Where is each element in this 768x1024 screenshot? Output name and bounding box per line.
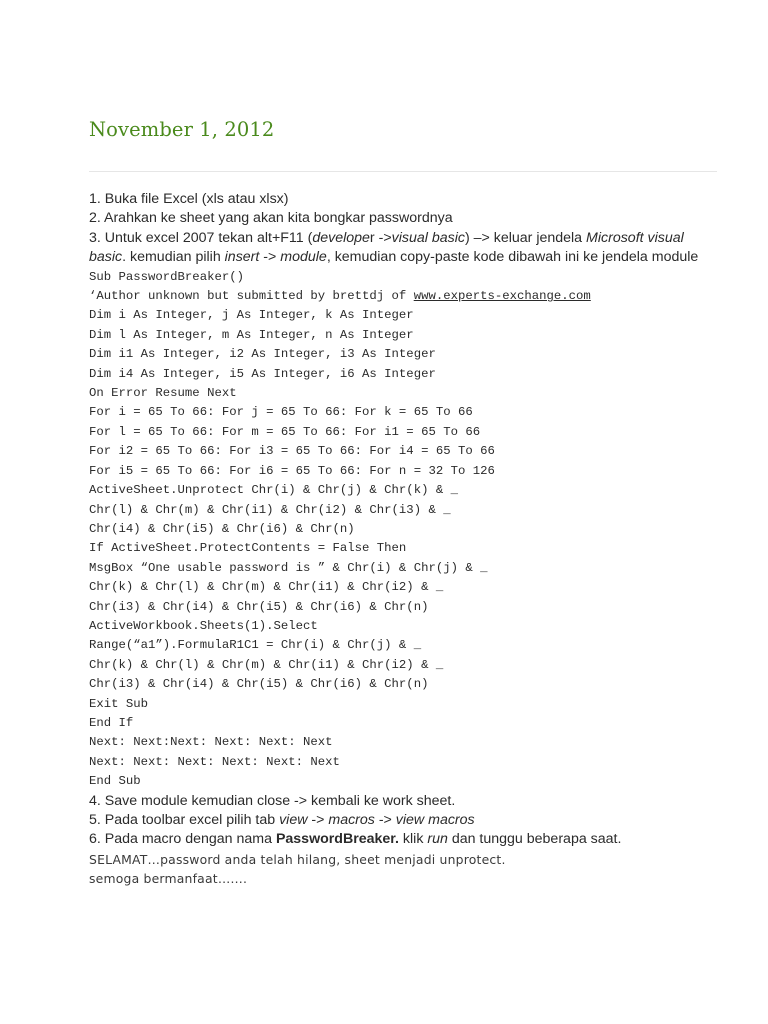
step-3	[89, 229, 704, 268]
code-line: ActiveSheet.Unprotect Chr(i) & Chr(j) & Chr(k) & _	[89, 483, 458, 498]
step-3-microsoft-visual-basic: Microsoft visual basic	[89, 229, 684, 266]
step-5-text: ->	[374, 812, 396, 828]
step-5	[89, 811, 704, 830]
code-line: Chr(i3) & Chr(i4) & Chr(i5) & Chr(i6) & Chr(n)	[89, 677, 429, 692]
step-6-text: klik	[398, 831, 428, 848]
step-5-text: ->	[307, 812, 329, 828]
code-line: ActiveWorkbook.Sheets(1).Select	[89, 618, 318, 633]
step-5-view-macros: view macros	[395, 812, 475, 828]
code-line: Range(“a1”).FormulaR1C1 = Chr(i) & Chr(j) & _	[89, 638, 422, 653]
code-line: Dim i4 As Integer, i5 As Integer, i6 As Integer	[89, 366, 436, 381]
step-3-text: r ->	[369, 229, 392, 246]
step-3-insert: insert	[224, 249, 260, 266]
code-line: End Sub	[89, 774, 141, 789]
code-line: Chr(k) & Chr(l) & Chr(m) & Chr(i1) & Chr(i2) & _	[89, 580, 444, 595]
closing-wish: semoga bermanfaat…….	[89, 871, 248, 887]
code-line: MsgBox “One usable password is ” & Chr(i) & Chr(j) & _	[89, 560, 488, 575]
post-date: November 1, 2012	[89, 118, 275, 141]
step-1: 1. Buka file Excel (xls atau xlsx)	[89, 191, 289, 207]
code-line: Dim i1 As Integer, i2 As Integer, i3 As Integer	[89, 347, 436, 362]
code-line: Chr(l) & Chr(m) & Chr(i1) & Chr(i2) & Chr(i3) & _	[89, 502, 451, 517]
step-5-text: 5. Pada toolbar excel pilih tab	[89, 812, 280, 828]
code-line: Chr(k) & Chr(l) & Chr(m) & Chr(i1) & Chr(i2) & _	[89, 657, 444, 672]
step-6-macro-name: PasswordBreaker.	[275, 831, 399, 848]
step-6-run: run	[427, 831, 448, 848]
step-3-text: . kemudian pilih	[122, 249, 225, 266]
code-line: For i = 65 To 66: For j = 65 To 66: For k = 65 To 66	[89, 405, 473, 420]
step-5-view: view	[279, 812, 308, 828]
code-line: Dim l As Integer, m As Integer, n As Integer	[89, 327, 414, 342]
step-3-text: ->	[259, 249, 281, 266]
step-3-text: ) –> keluar jendela	[464, 229, 587, 246]
code-line: For i5 = 65 To 66: For i6 = 65 To 66: For n = 32 To 126	[89, 463, 495, 478]
step-3-developer: develope	[312, 229, 370, 246]
experts-exchange-link[interactable]: www.experts-exchange.com	[413, 289, 591, 304]
post-body	[89, 190, 704, 889]
step-5-macros: macros	[328, 812, 375, 828]
code-line: Sub PasswordBreaker()	[89, 269, 244, 284]
step-3-module: module	[280, 249, 327, 266]
code-line	[89, 287, 704, 306]
code-line: For i2 = 65 To 66: For i3 = 65 To 66: For i4 = 65 To 66	[89, 444, 495, 459]
code-line: Chr(i3) & Chr(i4) & Chr(i5) & Chr(i6) & Chr(n)	[89, 599, 429, 614]
code-line: For l = 65 To 66: For m = 65 To 66: For i1 = 65 To 66	[89, 424, 481, 439]
code-line: Next: Next:Next: Next: Next: Next	[89, 735, 333, 750]
step-6-text: 6. Pada macro dengan nama	[89, 831, 276, 848]
step-2: 2. Arahkan ke sheet yang akan kita bongkar passwordnya	[89, 210, 453, 227]
step-6-text: dan tunggu beberapa saat.	[447, 831, 622, 848]
step-3-text: 3. Untuk excel 2007 tekan alt+F11 (	[89, 229, 313, 246]
closing-message: SELAMAT…password anda telah hilang, sheet menjadi unprotect.	[89, 851, 506, 867]
code-line: Next: Next: Next: Next: Next: Next	[89, 754, 340, 769]
step-6	[89, 830, 704, 849]
code-line: On Error Resume Next	[89, 386, 237, 401]
code-line: Exit Sub	[89, 696, 149, 711]
code-comment: ‘Author unknown but submitted by brettdj of	[89, 289, 414, 304]
step-3-visual-basic: visual basic	[391, 229, 465, 246]
step-4: 4. Save module kemudian close -> kembali ke work sheet.	[89, 792, 456, 809]
code-line: End If	[89, 715, 134, 730]
code-line: Chr(i4) & Chr(i5) & Chr(i6) & Chr(n)	[89, 521, 355, 536]
step-3-text: , kemudian copy-paste kode dibawah ini ke jendela module	[326, 249, 699, 266]
divider	[89, 171, 717, 172]
code-line: Dim i As Integer, j As Integer, k As Integer	[89, 308, 414, 323]
code-line: If ActiveSheet.ProtectContents = False Then	[89, 541, 407, 556]
